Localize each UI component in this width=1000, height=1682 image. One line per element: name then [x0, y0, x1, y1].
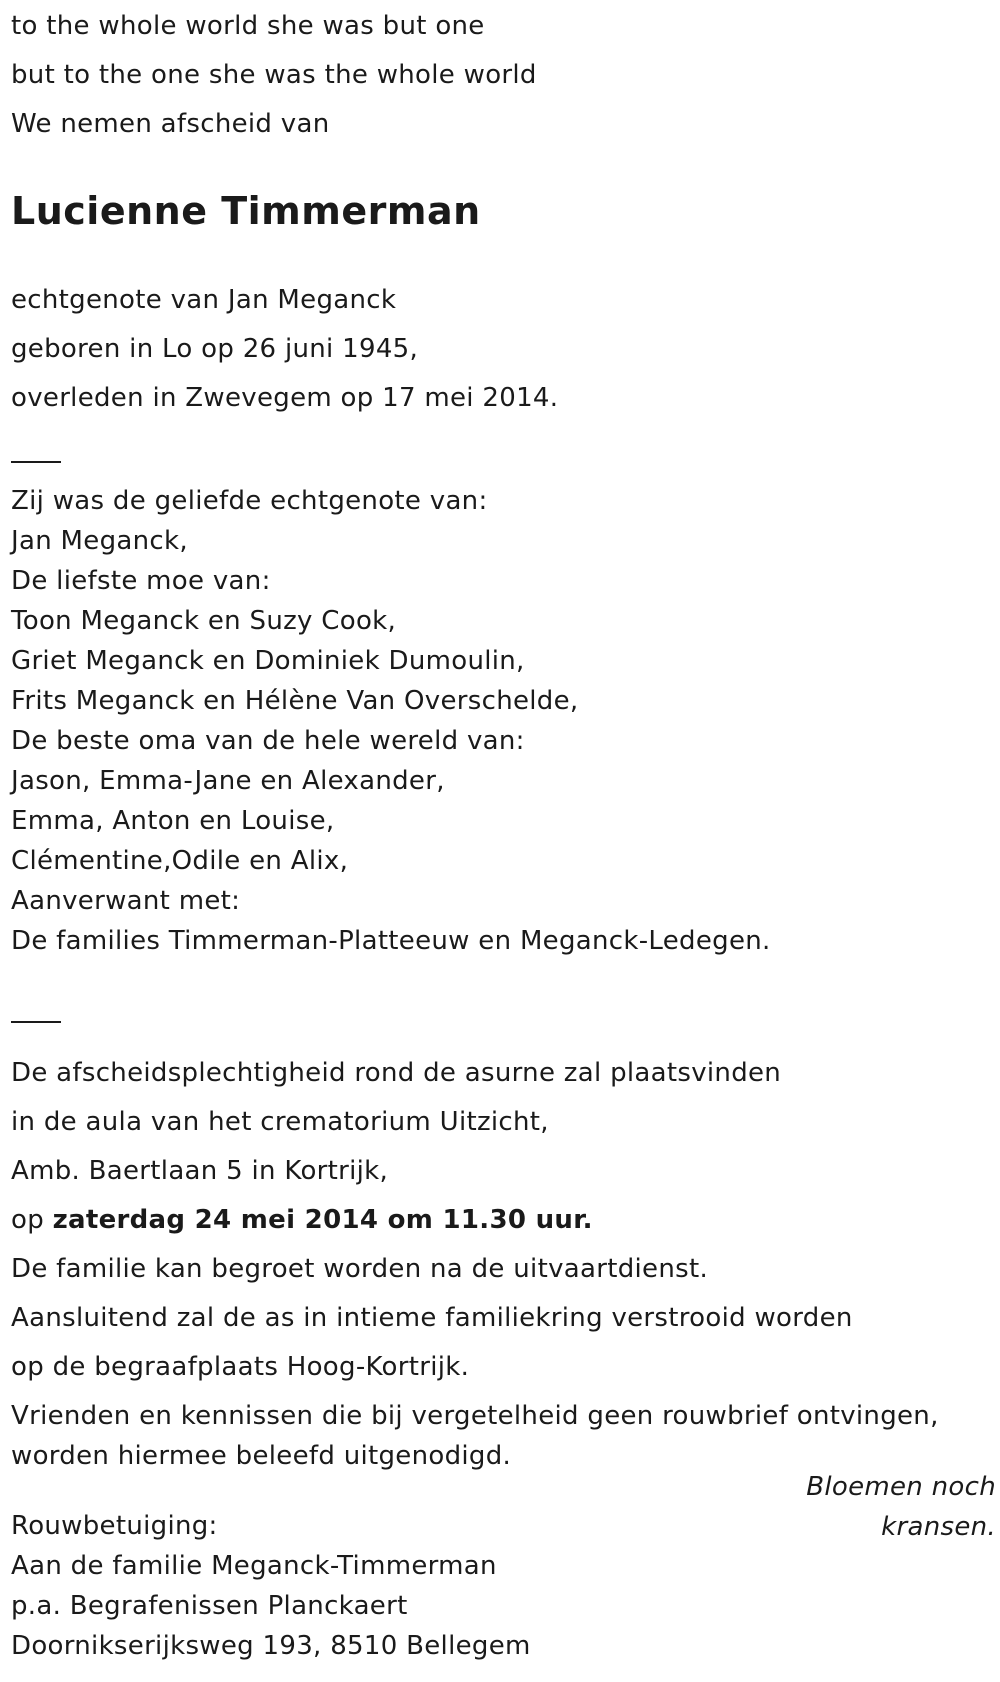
flowers-line: kransen.: [881, 1512, 996, 1542]
family-list: [11, 481, 991, 961]
obituary-document: [11, 0, 991, 1476]
condolence-address: [11, 1506, 531, 1666]
condolence-heading: Rouwbetuiging:: [11, 1511, 218, 1541]
invite-line: Vrienden en kennissen die bij vergetelheid geen rouwbrief ontvingen,: [11, 1401, 939, 1431]
family-line: Aanverwant met:: [11, 886, 241, 916]
ceremony-line: De afscheidsplechtigheid rond de asurne zal plaatsvinden: [11, 1058, 782, 1088]
family-line: Clémentine,Odile en Alix,: [11, 846, 349, 876]
ceremony-address: Amb. Baertlaan 5 in Kortrijk,: [11, 1156, 389, 1186]
ceremony-details: [11, 1049, 991, 1392]
invitation-note: [11, 1396, 991, 1476]
deceased-name: Lucienne Timmerman: [11, 189, 481, 233]
farewell-intro: We nemen afscheid van: [11, 109, 330, 139]
family-line: Jan Meganck,: [11, 526, 188, 556]
family-line: De families Timmerman-Platteeuw en Meganck-Ledegen.: [11, 926, 771, 956]
separator: [11, 461, 61, 463]
family-line: De liefste moe van:: [11, 566, 271, 596]
death-line: overleden in Zwevegem op 17 mei 2014.: [11, 383, 559, 413]
birth-line: geboren in Lo op 26 juni 1945,: [11, 334, 419, 364]
condolence-line: p.a. Begrafenissen Planckaert: [11, 1591, 408, 1621]
flowers-line: Bloemen noch: [806, 1472, 996, 1502]
family-line: De beste oma van de hele wereld van:: [11, 726, 525, 756]
family-line: Emma, Anton en Louise,: [11, 806, 335, 836]
family-line: Jason, Emma-Jane en Alexander,: [11, 766, 445, 796]
family-line: Toon Meganck en Suzy Cook,: [11, 606, 397, 636]
ceremony-line: in de aula van het crematorium Uitzicht,: [11, 1107, 549, 1137]
spouse-line: echtgenote van Jan Meganck: [11, 285, 397, 315]
no-flowers-note: [806, 1467, 996, 1547]
family-line: Griet Meganck en Dominiek Dumoulin,: [11, 646, 525, 676]
quote-line-2: but to the one she was the whole world: [11, 60, 537, 90]
ceremony-line: Aansluitend zal de as in intieme familiekring verstrooid worden: [11, 1303, 853, 1333]
ceremony-line: op de begraafplaats Hoog-Kortrijk.: [11, 1352, 470, 1382]
separator: [11, 1021, 61, 1023]
life-facts: [11, 276, 991, 423]
quote-line-1: to the whole world she was but one: [11, 11, 485, 41]
ceremony-line: De familie kan begroet worden na de uitvaartdienst.: [11, 1254, 709, 1284]
condolence-line: Aan de familie Meganck-Timmerman: [11, 1551, 497, 1581]
ceremony-date: [11, 1196, 991, 1245]
invite-line: worden hiermee beleefd uitgenodigd.: [11, 1441, 512, 1471]
intro-quote: [11, 0, 991, 149]
condolence-line: Doornikserijksweg 193, 8510 Bellegem: [11, 1631, 531, 1661]
ceremony-date-prefix: op: [11, 1205, 53, 1235]
family-line: Zij was de geliefde echtgenote van:: [11, 486, 488, 516]
ceremony-date-value: zaterdag 24 mei 2014 om 11.30 uur.: [52, 1205, 593, 1235]
family-line: Frits Meganck en Hélène Van Overschelde,: [11, 686, 579, 716]
